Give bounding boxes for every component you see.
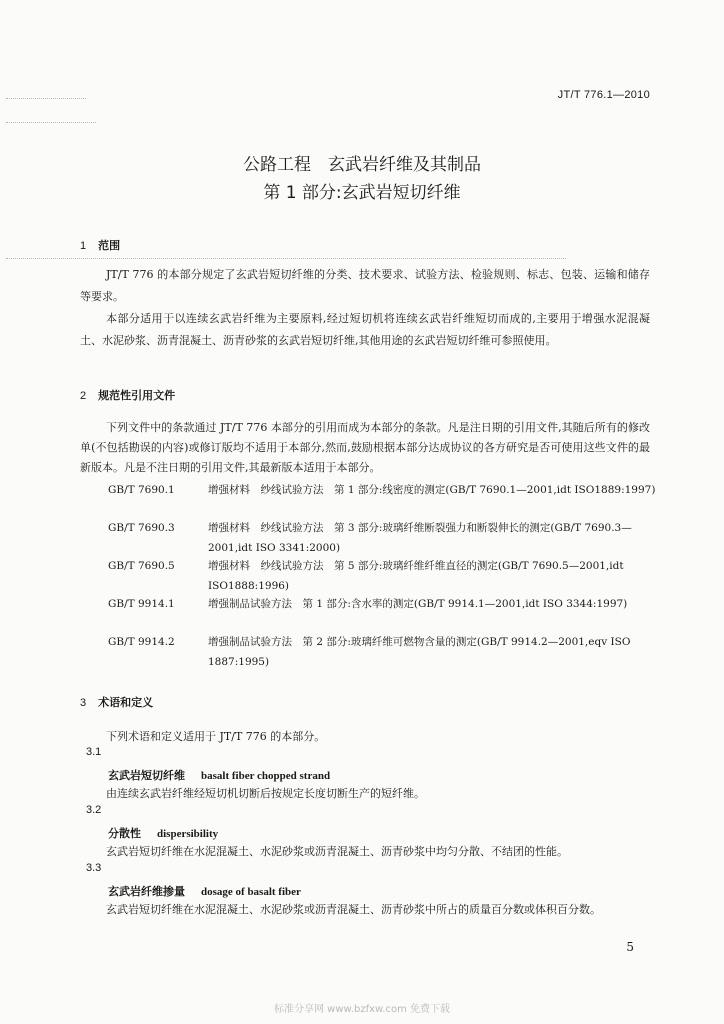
section-number: 1 [80,240,87,252]
term-name-en: dispersibility [157,828,219,840]
section-title: 术语和定义 [98,696,154,709]
term-definition: 玄武岩短切纤维在水泥混凝土、水泥砂浆或沥青混凝土、沥青砂浆中均匀分散、不结团的性能。 [106,845,568,858]
reference-text: 增强制品试验方法 第 2 部分:玻璃纤维可燃物含量的测定(GB/T 9914.2—2001,eqv ISO 1887:1995) [208,636,631,668]
term-name [108,883,301,899]
reference-item [108,556,656,596]
reference-code: GB/T 7690.5 [108,560,175,572]
section-number: 3 [80,697,87,709]
term-name-cn: 玄武岩纤维掺量 [108,885,185,898]
standard-number: JT/T 776.1—2010 [557,89,650,101]
document-title-line2: 第 1 部分:玄武岩短切纤维 [263,183,461,203]
reference-text: 增强制品试验方法 第 1 部分:含水率的测定(GB/T 9914.1—2001,idt ISO 3344:1997) [208,598,628,610]
document-title-line1: 公路工程 玄武岩纤维及其制品 [243,155,481,175]
term-definition: 玄武岩短切纤维在水泥混凝土、水泥砂浆或沥青混凝土、沥青砂浆中所占的质量百分数或体积百分数。 [106,903,601,916]
section-title: 规范性引用文件 [98,389,176,402]
reference-text: 增强材料 纱线试验方法 第 1 部分:线密度的测定(GB/T 7690.1—2001,idt ISO1889:1997) [208,484,656,496]
term-number: 3.3 [86,862,102,874]
term-number: 3.1 [86,746,102,758]
paragraph: 下列术语和定义适用于 JT/T 776 的本部分。 [106,730,326,743]
section-number: 2 [80,390,87,402]
term-name-en: basalt fiber chopped strand [201,770,331,782]
reference-code: GB/T 9914.2 [108,636,175,648]
term-name-cn: 分散性 [108,827,141,840]
paragraph: 下列文件中的条款通过 JT/T 776 本部分的引用而成为本部分的条款。凡是注日期的引用文件,其随后所有的修改单(不包括勘误的内容)或修订版均不适用于本部分,然而,鼓励根据本部分达成协议的各方研究是否可使用这些文件的最新版本。凡是不注日期的引用文件,其最新版本适用于本部分。 [80,421,650,474]
term-name [108,767,330,783]
scan-artifact [6,98,86,100]
page-number: 5 [626,940,634,954]
scan-artifact [6,122,96,124]
reference-code: GB/T 9914.1 [108,598,175,610]
term-definition: 由连续玄武岩纤维经短切机切断后按规定长度切断生产的短纤维。 [106,787,425,800]
paragraph: 本部分适用于以连续玄武岩纤维为主要原料,经过短切机将连续玄武岩纤维短切而成的,主要用于增强水泥混凝土、水泥砂浆、沥青混凝土、沥青砂浆的玄武岩短切纤维,其他用途的玄武岩短切纤维可参照使用。 [80,312,650,347]
section-heading-terms-and-definitions [80,694,153,710]
reference-code: GB/T 7690.3 [108,522,175,534]
term-name-en: dosage of basalt fiber [201,886,301,898]
section-title: 范围 [98,239,121,252]
term-name-cn: 玄武岩短切纤维 [108,769,185,782]
term-number: 3.2 [86,804,102,816]
section-heading-normative-references [80,387,175,403]
reference-text: 增强材料 纱线试验方法 第 5 部分:玻璃纤维纤维直径的测定(GB/T 7690.5—2001,idt ISO1888:1996) [208,560,624,592]
reference-code: GB/T 7690.1 [108,484,175,496]
reference-item [108,632,656,672]
reference-item [108,594,656,614]
reference-text: 增强材料 纱线试验方法 第 3 部分:玻璃纤维断裂强力和断裂伸长的测定(GB/T 7690.3—2001,idt ISO 3341:2000) [208,522,632,554]
reference-item [108,480,656,500]
watermark-footer: 标准分享网 www.bzfxw.com 免费下载 [274,1004,450,1015]
section-heading-scope [80,237,120,253]
paragraph: JT/T 776 的本部分规定了玄武岩短切纤维的分类、技术要求、试验方法、检验规则、标志、包装、运输和储存等要求。 [80,268,650,303]
reference-item [108,518,656,558]
scan-artifact [6,258,566,260]
term-name [108,825,218,841]
